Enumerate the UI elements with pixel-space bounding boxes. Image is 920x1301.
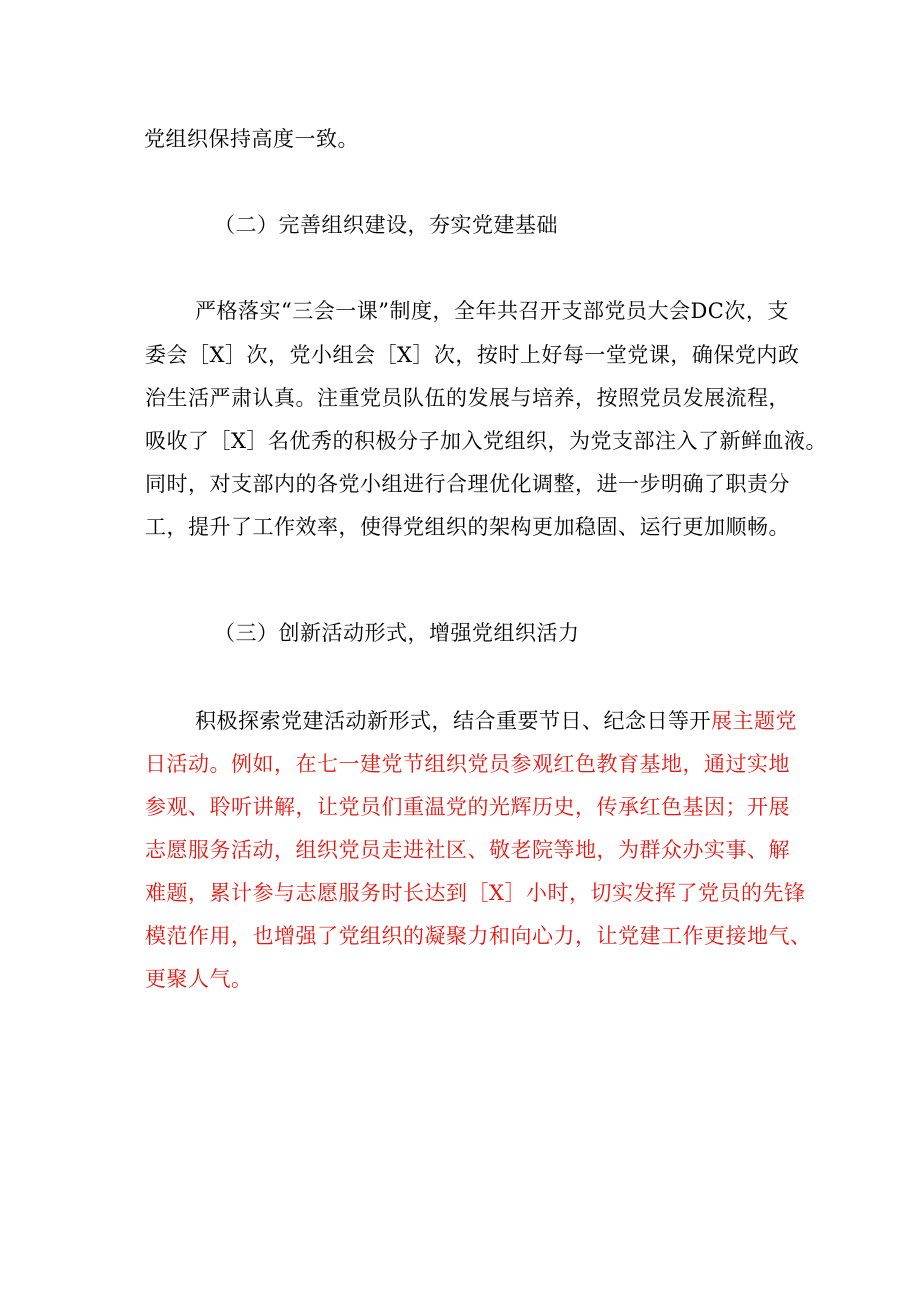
paragraph-2-line-1: 严格落实“三会一课”制度，全年共召开支部党员大会DC次，支 — [195, 299, 789, 323]
section-heading-2: （二）完善组织建设，夯实党建基础 — [214, 213, 558, 237]
paragraph-3-line-5: 难题，累计参与志愿服务时长达到［X］小时，切实发挥了党员的先锋 — [145, 881, 806, 905]
paragraph-3-line-3: 参观、聆听讲解，让党员们重温党的光辉历史，传承红色基因；开展 — [145, 795, 790, 819]
section-heading-3: （三）创新活动形式，增强党组织活力 — [214, 621, 580, 645]
paragraph-3-line-6: 模范作用，也增强了党组织的凝聚力和向心力，让党建工作更接地气、 — [145, 924, 812, 948]
paragraph-1-line-1: 党组织保持高度一致。 — [144, 127, 359, 151]
paragraph-3-line-4: 志愿服务活动，组织党员走进社区、敬老院等地，为群众办实事、解 — [145, 838, 790, 862]
paragraph-2-line-6: 工，提升了工作效率，使得党组织的架构更加稳固、运行更加顺畅。 — [145, 515, 790, 539]
paragraph-3-line-1-black-text: 积极探索党建活动新形式，结合重要节日、纪念日等开 — [195, 709, 711, 733]
paragraph-3-line-7: 更聚人气。 — [145, 967, 253, 991]
paragraph-2-line-4: 吸收了［X］名优秀的积极分子加入党组织，为党支部注入了新鲜血液。 — [145, 429, 827, 453]
paragraph-3-line-2: 日活动。例如，在七一建党节组织党员参观红色教育基地，通过实地 — [145, 752, 790, 776]
paragraph-3-line-1-red-text: 展主题党 — [711, 709, 797, 733]
paragraph-2-line-3: 治生活严肃认真。注重党员队伍的发展与培养，按照党员发展流程， — [145, 386, 790, 410]
paragraph-2-line-5: 同时，对支部内的各党小组进行合理优化调整，进一步明确了职责分 — [145, 472, 790, 496]
paragraph-3-line-1 — [195, 706, 797, 736]
paragraph-2-line-2: 委会［X］次，党小组会［X］次，按时上好每一堂党课，确保党内政 — [145, 343, 800, 367]
